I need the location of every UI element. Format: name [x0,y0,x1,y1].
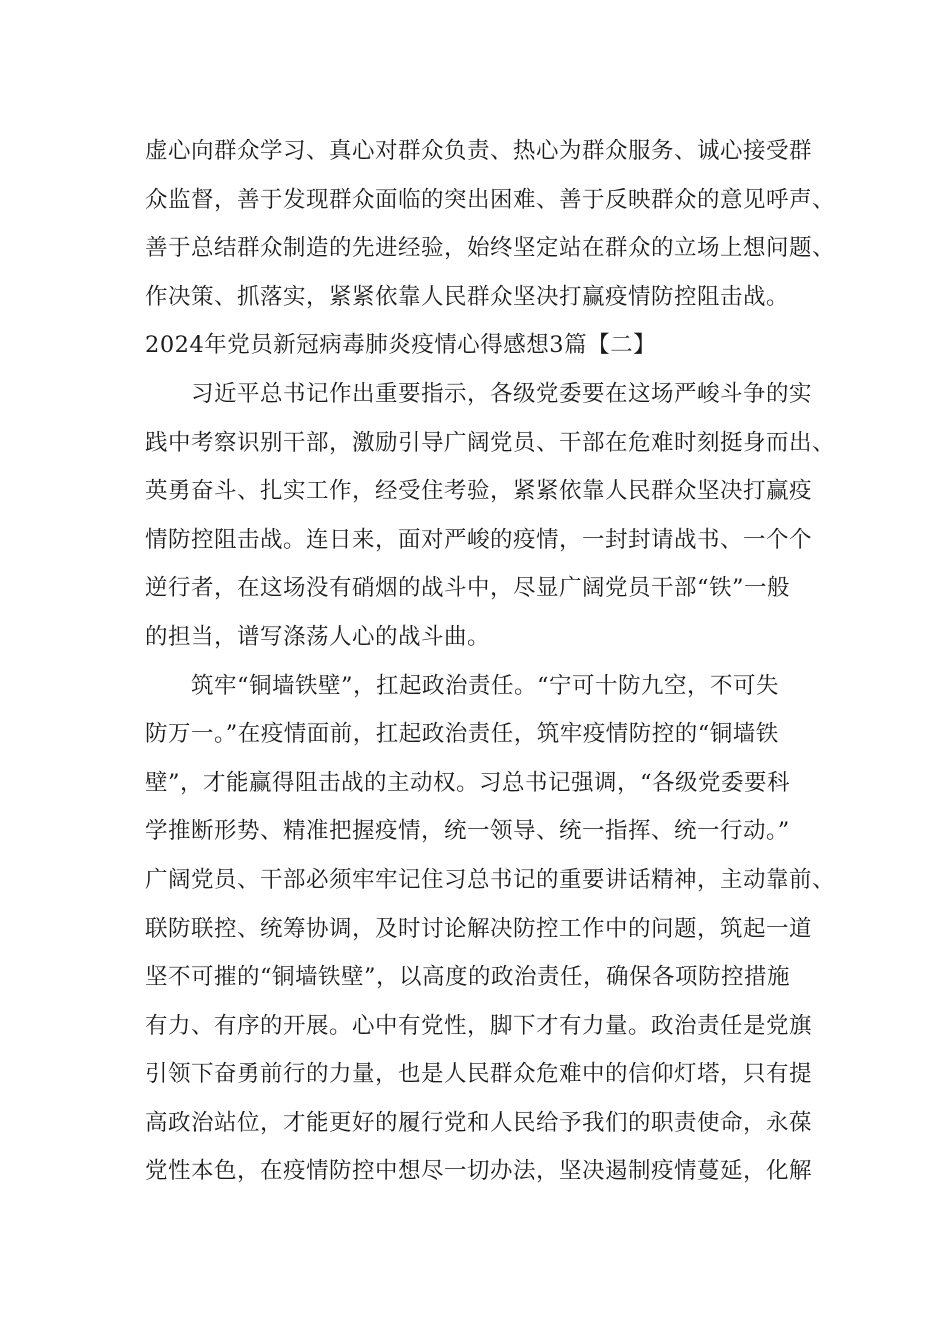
text-line: 作决策、抓落实，紧紧依靠人民群众坚决打赢疫情防控阻击战。 [145,283,790,310]
text-line: 联防联控、统筹协调，及时讨论解决防控工作中的问题，筑起一道 [145,915,813,942]
paragraph-continued [145,127,836,1196]
text-line: 众监督，善于发现群众面临的突出困难、善于反映群众的意见呼声、 [145,186,836,213]
text-line: 逆行者，在这场没有硝烟的战斗中，尽显广阔党员干部“铁”一般 [145,575,791,602]
text-line: 的担当，谱写涤荡人心的战斗曲。 [145,623,491,650]
text-line: 英勇奋斗、扎实工作，经受住考验，紧紧依靠人民群众坚决打赢疫 [145,478,813,505]
text-line: 习近平总书记作出重要指示，各级党委要在这场严峻斗争的实 [191,380,813,407]
text-line: 践中考察识别干部，激励引导广阔党员、干部在危难时刻挺身而出、 [145,429,836,456]
section-heading: 2024年党员新冠病毒肺炎疫情心得感想3篇【二】 [145,332,657,359]
text-line: 有力、有序的开展。心中有党性，脚下才有力量。政治责任是党旗 [145,1012,813,1039]
text-line: 情防控阻击战。连日来，面对严峻的疫情，一封封请战书、一个个 [145,526,813,553]
text-line: 壁”，才能赢得阻击战的主动权。习总书记强调，“各级党委要科 [145,769,791,796]
text-line: 防万一。”在疫情面前，扛起政治责任，筑牢疫情防控的“铜墙铁 [145,721,779,748]
text-line: 广阔党员、干部必须牢牢记住习总书记的重要讲话精神，主动靠前、 [145,866,836,893]
text-line: 学推断形势、精准把握疫情，统一领导、统一指挥、统一行动。” [145,818,790,845]
text-line: 引领下奋勇前行的力量，也是人民群众危难中的信仰灯塔，只有提 [145,1061,813,1088]
text-line: 党性本色，在疫情防控中想尽一切办法，坚决遏制疫情蔓延，化解 [145,1158,813,1185]
text-line: 筑牢“铜墙铁壁”，扛起政治责任。“宁可十防九空，不可失 [191,672,780,699]
text-line: 虚心向群众学习、真心对群众负责、热心为群众服务、诚心接受群 [145,138,813,164]
text-line: 高政治站位，才能更好的履行党和人民给予我们的职责使命，永葆 [145,1109,813,1136]
text-line: 坚不可摧的“铜墙铁壁”，以高度的政治责任，确保各项防控措施 [145,964,791,991]
text-line: 善于总结群众制造的先进经验，始终坚定站在群众的立场上想问题、 [145,235,836,262]
